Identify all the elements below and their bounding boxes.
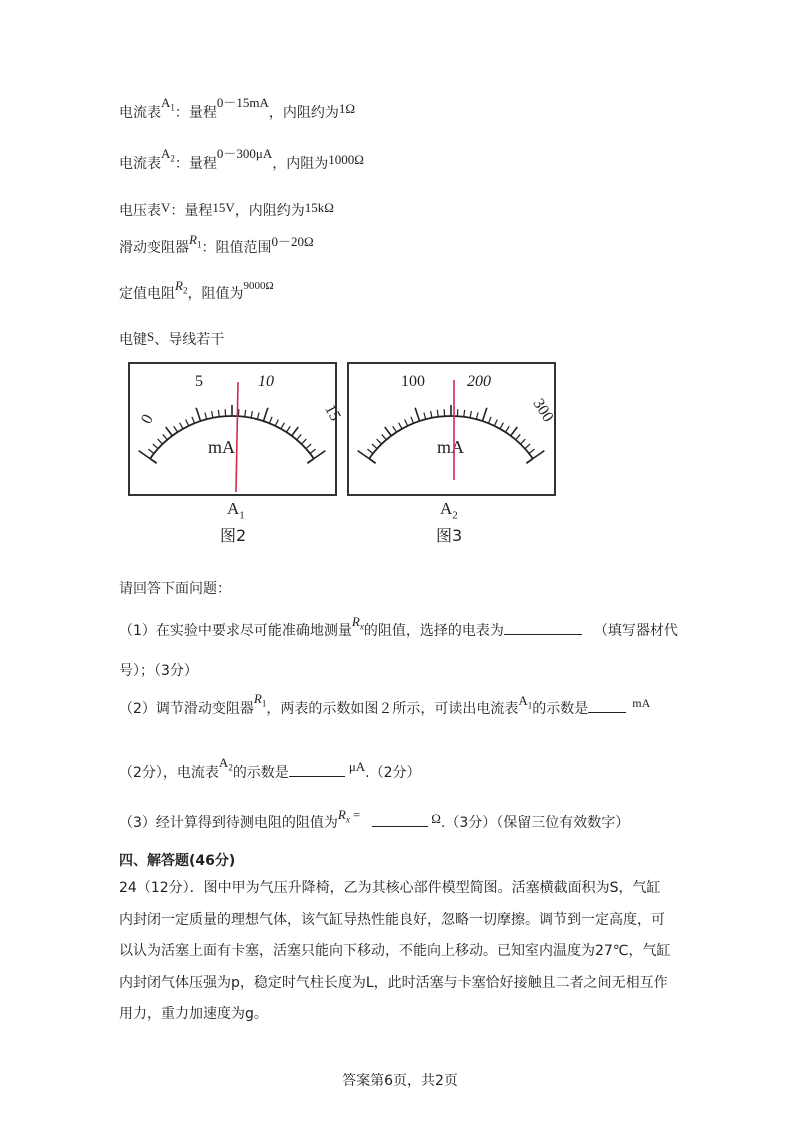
meter-a2-tick	[482, 408, 486, 421]
q2b-answer-blank[interactable]	[289, 762, 345, 777]
meter-a2-endcap	[526, 459, 533, 464]
meter-a1-tick	[245, 410, 246, 417]
q1-symbol: $R_x$	[351, 614, 364, 632]
meter-a1-tick	[297, 434, 302, 439]
equip-symbol: $A_1$	[161, 95, 175, 113]
meter-a2-tick	[399, 423, 402, 429]
equip-mid: ，内阻为	[272, 156, 329, 172]
meter-a1-tick	[257, 412, 259, 419]
meter-a1-tick	[218, 410, 219, 417]
section-title: 四、解答题(46分)	[119, 853, 236, 869]
equip-symbol: $R_2$	[175, 278, 188, 296]
q1-answer-blank[interactable]	[504, 620, 582, 635]
q2b-tail: .（2分）	[365, 765, 421, 781]
equip-sep: ：量程	[174, 105, 217, 121]
equip-sep: ：量程	[170, 203, 213, 219]
meter-a2-tick	[516, 434, 521, 439]
meter-a1-tick	[180, 423, 183, 429]
q3-unit: Ω	[431, 811, 441, 826]
question-2	[119, 691, 651, 719]
meter-a2-label-300: 300	[529, 395, 557, 426]
meter-a1-tick	[166, 427, 173, 436]
meter-a2-tick	[525, 444, 530, 449]
meter-a1-tick	[163, 434, 168, 439]
problem-24-line: 以认为活塞上面有卡塞，活塞只能向下移动，不能向上移动。已知室内温度为27℃，气缸	[119, 943, 671, 960]
meter-a2-tick	[411, 417, 414, 423]
equipment-line-r2	[119, 278, 274, 304]
meter-a2-figure	[347, 362, 556, 496]
meter-a1-endcap	[307, 459, 314, 464]
equip-mid: ，内阻约为	[234, 203, 305, 219]
meter-a2-tick	[529, 449, 534, 453]
meter-a1-tick	[306, 444, 311, 449]
equip-range: 0－300μA	[216, 146, 273, 161]
q2-text: （2）调节滑动变阻器	[119, 701, 254, 717]
meter-a1-tick	[251, 411, 252, 418]
figure-caption-3: 图3	[436, 526, 463, 545]
problem-24-line: 用力，重力加速度为g。	[119, 1006, 268, 1023]
questions-intro: 请回答下面问题：	[119, 581, 231, 597]
q1-tail: （填写器材代	[593, 623, 678, 639]
meter-a1-tick	[192, 417, 195, 423]
meter-a1-tick	[148, 449, 153, 453]
equip-symbol: S	[147, 329, 155, 344]
equip-range: 0－15mA	[216, 95, 269, 110]
meter-a2-tick	[476, 412, 478, 419]
meter-a1-tick	[301, 439, 306, 444]
meter-a2-tick	[415, 408, 419, 421]
page-footer: 答案第6页，共2页	[342, 1073, 458, 1089]
meter-a2-tick	[382, 434, 387, 439]
q2-symbol: $R_1$	[253, 691, 267, 709]
meter-a1-tick	[263, 408, 267, 421]
meter-a1-tick	[269, 417, 272, 423]
equip-name: 电键	[119, 332, 147, 348]
meter-a2-tick	[500, 423, 503, 429]
meter-a2-tick	[533, 451, 544, 459]
meter-a2-tick	[494, 420, 497, 426]
meter-a1-tick	[186, 420, 189, 426]
meter-a2-label-200: 200	[467, 373, 491, 390]
meter-a2-tick	[520, 439, 525, 444]
equip-sep: ，阻值为	[187, 286, 244, 302]
equipment-line-s	[119, 329, 224, 349]
meter-a1-tick	[275, 420, 278, 426]
q2-text3: 的示数是	[532, 701, 589, 717]
meter-a1-needle	[236, 382, 238, 492]
equip-symbol: $A_2$	[161, 146, 175, 164]
equipment-line-a2	[119, 146, 364, 174]
q2b-meter: $A_2$	[218, 755, 233, 773]
meter-a2-tick	[377, 439, 382, 444]
meter-a1-tick	[158, 439, 163, 444]
meter-a2-tick	[511, 427, 518, 436]
equipment-line-r1	[119, 232, 314, 258]
meter-a1-unit: mA	[208, 437, 235, 457]
meter-a2-label-100: 100	[401, 373, 425, 390]
meter-a2-name: $A_2$	[440, 499, 458, 522]
meter-a2-tick	[488, 417, 491, 423]
meter-a1-dial	[130, 364, 344, 494]
meter-a2-tick	[405, 420, 408, 426]
equip-range: 0－20Ω	[271, 234, 314, 249]
meter-a1-tick	[286, 426, 290, 432]
equip-value: 1000Ω	[328, 152, 364, 167]
q3-tail: .（3分）（保留三位有效数字）	[440, 815, 630, 831]
q2-text2: ，两表的示数如图２所示，可读出电流表	[266, 701, 519, 717]
equip-sep: ：阻值范围	[201, 240, 272, 256]
q2b-text: （2分），电流表	[119, 765, 219, 781]
meter-a1-label-10: 10	[258, 373, 274, 390]
q3-text: （3）经计算得到待测电阻的阻值为	[119, 815, 338, 831]
equip-value: 1Ω	[338, 101, 356, 116]
question-1-line2: 号）；（3分）	[119, 663, 198, 679]
meter-a1-label-0: 0	[138, 411, 157, 427]
meter-a2-tick	[372, 444, 377, 449]
meter-a2-tick	[431, 411, 432, 418]
meter-a2-dial	[349, 364, 557, 494]
meter-a2-tick	[437, 410, 438, 417]
equip-name: 电流表	[119, 105, 161, 121]
meter-a2-tick	[464, 410, 465, 417]
meter-a2-tick	[470, 411, 471, 418]
q3-answer-blank[interactable]	[372, 812, 428, 827]
meter-a2-tick	[358, 451, 369, 459]
meter-a1-tick	[292, 427, 299, 436]
question-2b	[119, 755, 421, 783]
meter-a2-tick	[367, 449, 372, 453]
q1-text2: 的阻值，选择的电表为	[363, 623, 504, 639]
equip-symbol: V	[161, 200, 171, 215]
q2-meter: $A_1$	[518, 693, 533, 711]
q3-symbol: $R_x$	[337, 807, 350, 825]
meter-a1-tick	[314, 451, 325, 459]
meter-a1-tick	[139, 451, 150, 459]
meter-a2-unit: mA	[437, 437, 464, 457]
meter-a2-endcap	[369, 459, 376, 464]
equip-symbol: $R_1$	[189, 232, 202, 250]
meter-a1-name: $A_1$	[227, 499, 245, 522]
q3-equals: =	[352, 807, 361, 822]
equip-name: 电压表	[119, 203, 161, 219]
equip-mid: ，内阻约为	[268, 105, 339, 121]
q2b-unit: μA	[348, 759, 366, 774]
meter-a1-endcap	[150, 459, 157, 464]
equipment-line-a1	[119, 95, 356, 123]
problem-24	[119, 873, 689, 1031]
meter-a1-tick	[153, 444, 158, 449]
equip-range: 15V	[212, 200, 235, 215]
equip-sep: ：量程	[174, 156, 217, 172]
meter-a1-tick	[310, 449, 315, 453]
equip-sep: 、导线若干	[154, 332, 225, 348]
meter-a1-tick	[212, 411, 213, 418]
meter-a1-tick	[205, 412, 207, 419]
equip-name: 定值电阻	[119, 286, 175, 302]
equip-value: 9000Ω	[243, 280, 274, 292]
meter-a2-tick	[385, 427, 392, 436]
problem-24-line: 内封闭一定质量的理想气体，该气缸导热性能良好，忽略一切摩擦。调节到一定高度，可	[119, 911, 665, 928]
meter-a2-tick	[505, 426, 509, 432]
equipment-line-v	[119, 200, 334, 220]
q1-text: （1）在实验中要求尽可能准确地测量	[119, 623, 352, 639]
question-3	[119, 807, 630, 833]
meter-a2-tick	[393, 426, 397, 432]
equip-value: 15kΩ	[304, 200, 334, 215]
q2b-text2: 的示数是	[232, 765, 289, 781]
meter-a1-tick	[281, 423, 284, 429]
figure-caption-2: 图2	[220, 526, 247, 545]
meter-a1-figure	[128, 362, 344, 496]
meter-a1-label-5: 5	[195, 373, 203, 390]
q2-unit: mA	[632, 696, 651, 710]
meter-a1-tick	[196, 408, 200, 421]
problem-24-line: 24（12分）．图中甲为气压升降椅，乙为其核心部件模型简图。活塞横截面积为S，气缸	[119, 880, 661, 896]
problem-24-line: 内封闭气体压强为p，稳定时气柱长度为L，此时活塞与卡塞恰好接触且二者之间无相互作	[119, 974, 668, 991]
q2-answer-blank[interactable]	[588, 698, 626, 713]
question-1	[119, 614, 678, 641]
meter-a2-tick	[424, 412, 426, 419]
equip-name: 滑动变阻器	[119, 240, 189, 256]
equip-name: 电流表	[119, 156, 161, 172]
meter-a1-tick	[174, 426, 178, 432]
meter-a1-label-15: 15	[321, 401, 344, 424]
